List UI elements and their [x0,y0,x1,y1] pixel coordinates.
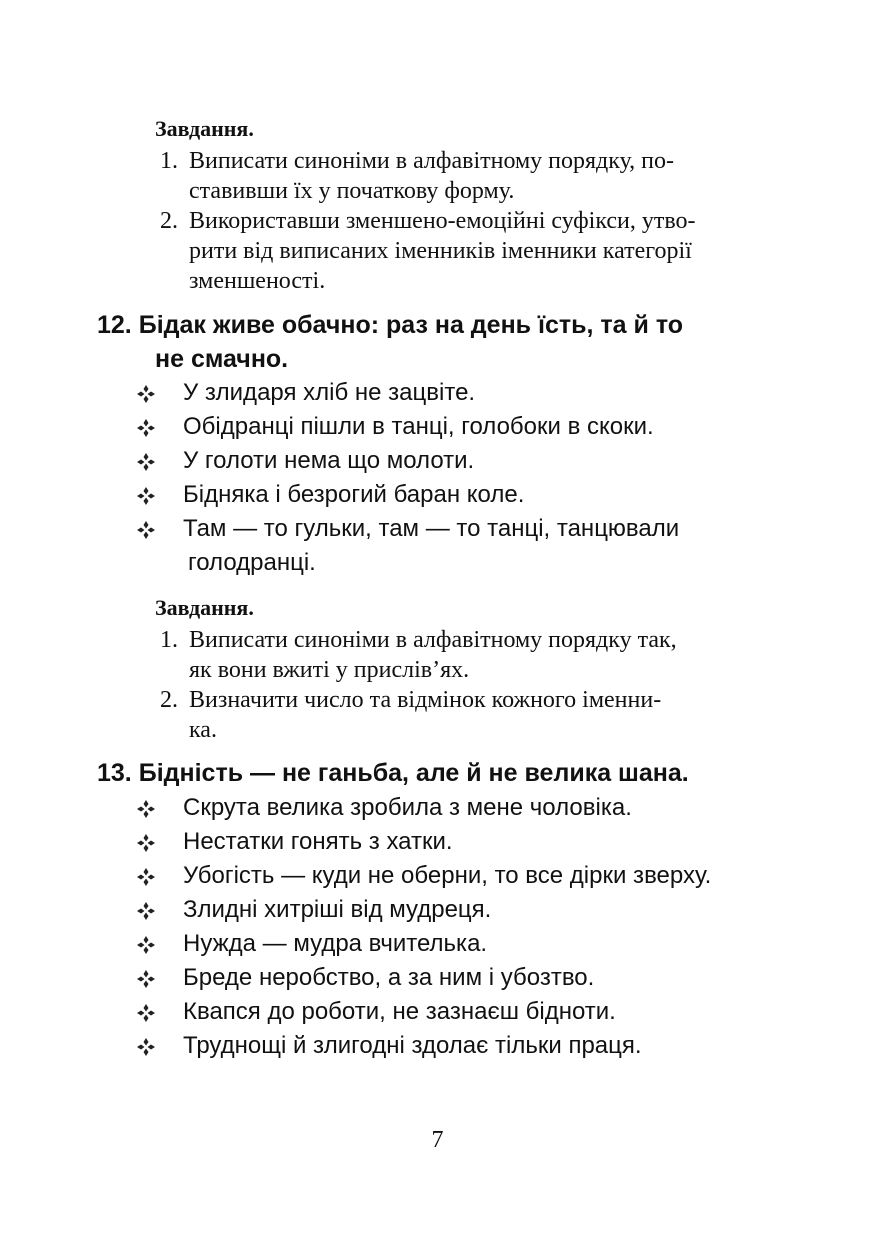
page-number: 7 [431,1127,444,1153]
task-item-number: 1. [160,627,178,653]
task-item [155,625,785,685]
four-diamond-bullet-icon [137,834,155,852]
section-number: 13. [97,759,132,787]
section-heading-12 [97,308,797,376]
task-item-line: Визначити число та відмінок кожного іменни- [189,687,662,713]
four-diamond-bullet-icon [137,1004,155,1022]
task-item-number: 1. [160,148,178,174]
task-item-number: 2. [160,208,178,234]
list-item [137,995,817,1029]
task-block-1 [155,114,785,296]
list-item [137,791,817,825]
four-diamond-bullet-icon [137,970,155,988]
task-item-number: 2. [160,687,178,713]
task-item-line: ставивши їх у початкову форму. [189,178,515,204]
list-item [137,444,817,478]
task-item-line: Виписати синоніми в алфавітному порядку так, [189,627,677,653]
proverb-list-12 [137,376,817,580]
task-item [155,146,785,206]
task-item-line: як вони вжиті у прислів’ях. [189,657,470,683]
four-diamond-bullet-icon [137,521,155,539]
task-title: Завдання. [155,595,254,620]
four-diamond-bullet-icon [137,1038,155,1056]
list-item [137,1029,817,1063]
four-diamond-bullet-icon [137,419,155,437]
proverb-text: Нестатки гонять з хатки. [183,828,453,855]
list-item [137,927,817,961]
section-title-line: Бідність — не ганьба, але й не велика шана. [138,759,689,787]
four-diamond-bullet-icon [137,868,155,886]
task-block-12 [155,593,785,745]
four-diamond-bullet-icon [137,487,155,505]
task-title: Завдання. [155,116,254,141]
proverb-list-13 [137,791,817,1063]
four-diamond-bullet-icon [137,936,155,954]
proverb-text: Скрута велика зробила з мене чоловіка. [183,794,632,821]
section-number: 12. [97,311,132,339]
proverb-text: Обідранці пішли в танці, голобоки в скоки. [183,413,654,440]
proverb-text: Злидні хитріші від мудреця. [183,896,492,923]
section-title-line: Бідак живе обачно: раз на день їсть, та й то [138,311,684,339]
proverb-text-continuation: голодранці. [188,549,316,576]
four-diamond-bullet-icon [137,453,155,471]
task-item-line: зменшеності. [189,268,326,294]
proverb-text: У голоти нема що молоти. [183,447,475,474]
section-heading-13 [97,756,797,790]
list-item [137,961,817,995]
list-item [137,376,817,410]
proverb-text: Бідняка і безрогий баран коле. [183,481,525,508]
four-diamond-bullet-icon [137,385,155,403]
list-item [137,512,817,580]
section-title-line: не смачно. [155,345,289,373]
proverb-text: Убогість — куди не оберни, то все дірки зверху. [183,862,712,889]
proverb-text: Там — то гульки, там — то танці, танцювали [183,515,680,542]
task-item-line: Виписати синоніми в алфавітному порядку, по- [189,148,675,174]
four-diamond-bullet-icon [137,902,155,920]
proverb-text: Квапся до роботи, не зазнаєш бідноти. [183,998,616,1025]
task-item [155,685,785,745]
task-item-line: Використавши зменшено-емоційні суфікси, утво- [189,208,696,234]
proverb-text: Бреде неробство, а за ним і убозтво. [183,964,595,991]
list-item [137,825,817,859]
proverb-text: Труднощі й злигодні здолає тільки праця. [183,1032,642,1059]
list-item [137,859,817,893]
task-item-line: ка. [189,717,217,743]
task-item-line: рити від виписаних іменників іменники категорії [189,238,692,264]
list-item [137,478,817,512]
proverb-text: Нужда — мудра вчителька. [183,930,488,957]
list-item [137,410,817,444]
list-item [137,893,817,927]
proverb-text: У злидаря хліб не зацвіте. [183,379,476,406]
four-diamond-bullet-icon [137,800,155,818]
task-item [155,206,785,296]
